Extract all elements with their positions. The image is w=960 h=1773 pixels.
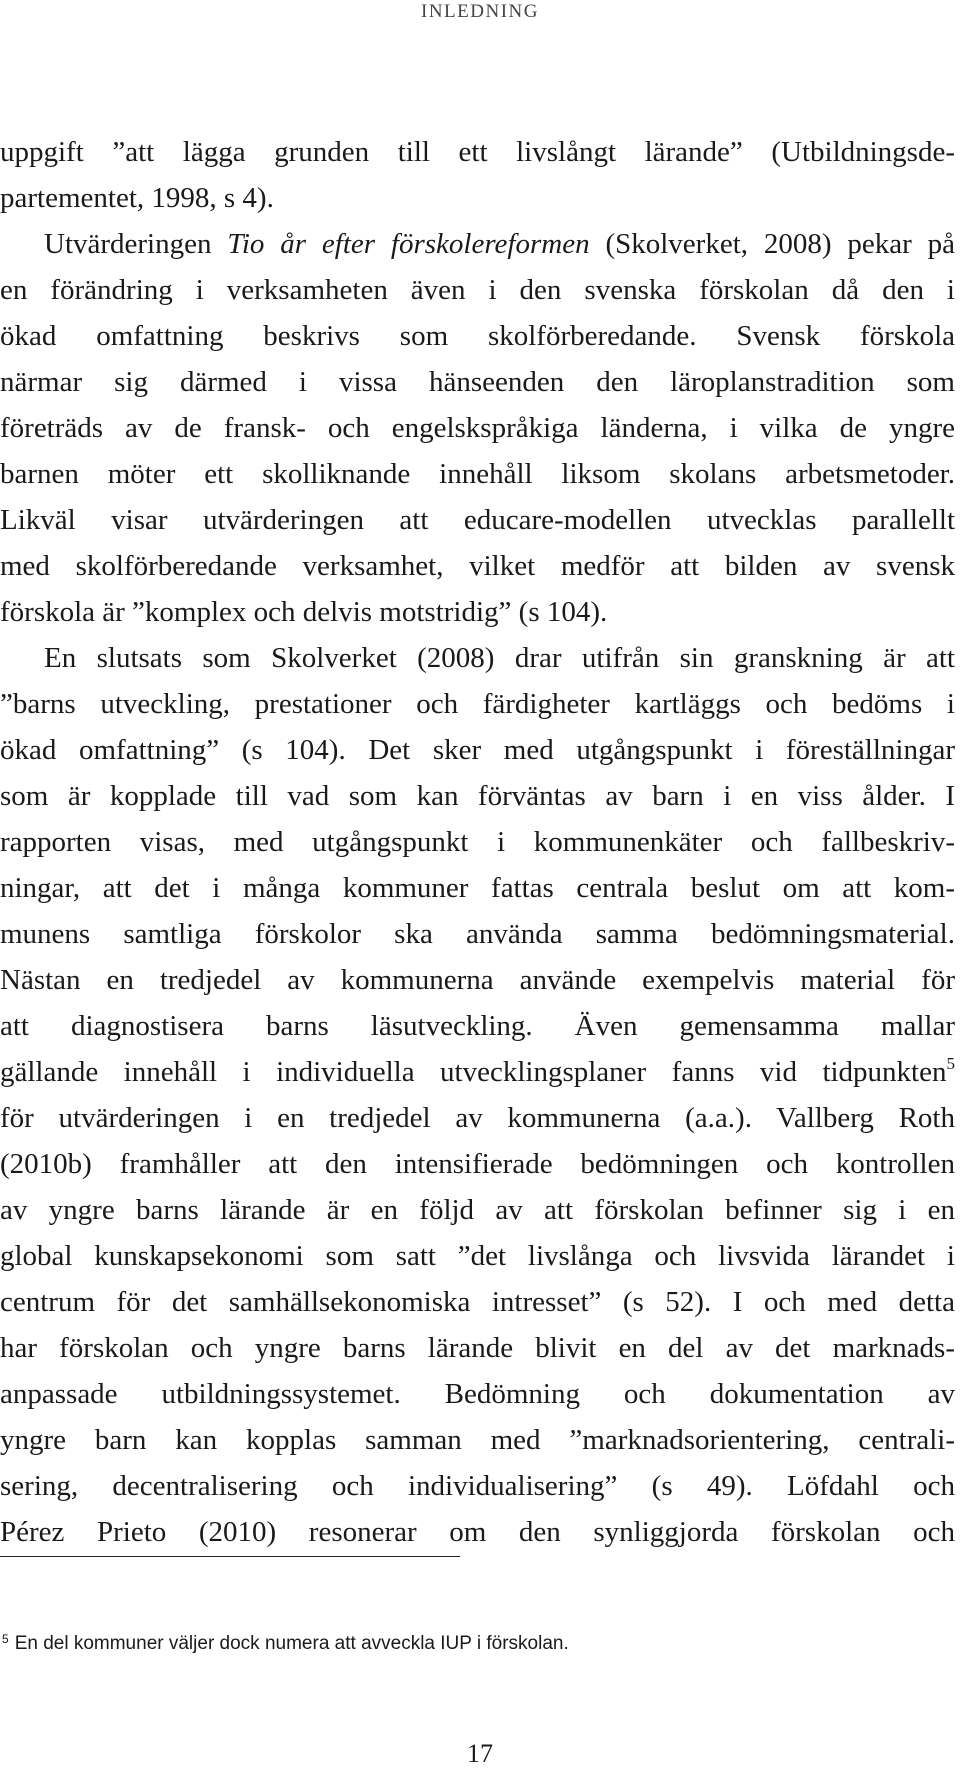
text-line: rapporten visas, med utgångspunkt i kommunenkäter och fallbeskriv- [0, 826, 955, 858]
text-segment: Utvärderingen [44, 228, 228, 260]
footnote-text: En del kommuner väljer dock numera att avveckla IUP i förskolan. [14, 1633, 569, 1654]
text-line: av yngre barns lärande är en följd av att förskolan befinner sig i en [0, 1194, 955, 1226]
page-number: 17 [467, 1739, 493, 1768]
text-line: Pérez Prieto (2010) resonerar om den synliggjorda förskolan och [0, 1516, 955, 1548]
text-line: företräds av de fransk- och engelskspråkiga länderna, i vilka de yngre [0, 412, 955, 444]
text-line: närmar sig därmed i vissa hänseenden den läroplanstradition som [0, 366, 955, 398]
text-segment: (Skolverket, 2008) pekar på [589, 228, 955, 260]
text-line: en förändring i verksamheten även i den svenska förskolan då den i [0, 274, 955, 306]
text-line: uppgift ”att lägga grunden till ett livslångt lärande” (Utbildningsde- [0, 136, 955, 168]
text-line: förskola är ”komplex och delvis motstridig” (s 104). [0, 596, 608, 628]
text-line: barnen möter ett skolliknande innehåll liksom skolans arbetsmetoder. [0, 458, 955, 490]
text-line: ökad omfattning beskrivs som skolförberedande. Svensk förskola [0, 320, 955, 352]
text-segment: gällande innehåll i individuella utvecklingsplaner fanns vid tidpunkten [0, 1056, 947, 1088]
footnote-marker: 5 [2, 1632, 9, 1646]
text-line: ningar, att det i många kommuner fattas centrala beslut om att kom- [0, 872, 955, 904]
text-line: för utvärderingen i en tredjedel av kommunerna (a.a.). Vallberg Roth [0, 1102, 955, 1134]
footnote-reference[interactable]: 5 [946, 1054, 955, 1073]
text-line: munens samtliga förskolor ska använda samma bedömningsmaterial. [0, 918, 955, 950]
footnote [2, 1627, 569, 1656]
text-line: Likväl visar utvärderingen att educare-modellen utvecklas parallellt [0, 504, 955, 536]
footnote-divider [0, 1556, 460, 1557]
running-header: INLEDNING [421, 1, 539, 22]
italic-title: Tio år efter förskolereformen [227, 228, 590, 260]
text-line: som är kopplade till vad som kan förväntas av barn i en viss ålder. I [0, 780, 955, 812]
text-line: partementet, 1998, s 4). [0, 182, 274, 214]
text-line: (2010b) framhåller att den intensifierade bedömningen och kontrollen [0, 1148, 955, 1180]
text-line: yngre barn kan kopplas samman med ”marknadsorientering, centrali- [0, 1424, 955, 1456]
text-line: att diagnostisera barns läsutveckling. Även gemensamma mallar [0, 1010, 955, 1042]
text-line [0, 221, 955, 267]
text-line: ökad omfattning” (s 104). Det sker med utgångspunkt i föreställningar [0, 734, 955, 766]
text-line: global kunskapsekonomi som satt ”det livslånga och livsvida lärandet i [0, 1240, 955, 1272]
text-line: har förskolan och yngre barns lärande blivit en del av det marknads- [0, 1332, 955, 1364]
text-line: centrum för det samhällsekonomiska intresset” (s 52). I och med detta [0, 1286, 955, 1318]
text-line [0, 1049, 955, 1095]
text-line: Nästan en tredjedel av kommunerna använde exempelvis material för [0, 964, 955, 996]
text-line: ”barns utveckling, prestationer och färdigheter kartläggs och bedöms i [0, 688, 955, 720]
text-line: anpassade utbildningssystemet. Bedömning och dokumentation av [0, 1378, 955, 1410]
text-line: sering, decentralisering och individualisering” (s 49). Löfdahl och [0, 1470, 955, 1502]
text-line: med skolförberedande verksamhet, vilket medför att bilden av svensk [0, 550, 955, 582]
text-line: En slutsats som Skolverket (2008) drar utifrån sin granskning är att [44, 642, 955, 674]
